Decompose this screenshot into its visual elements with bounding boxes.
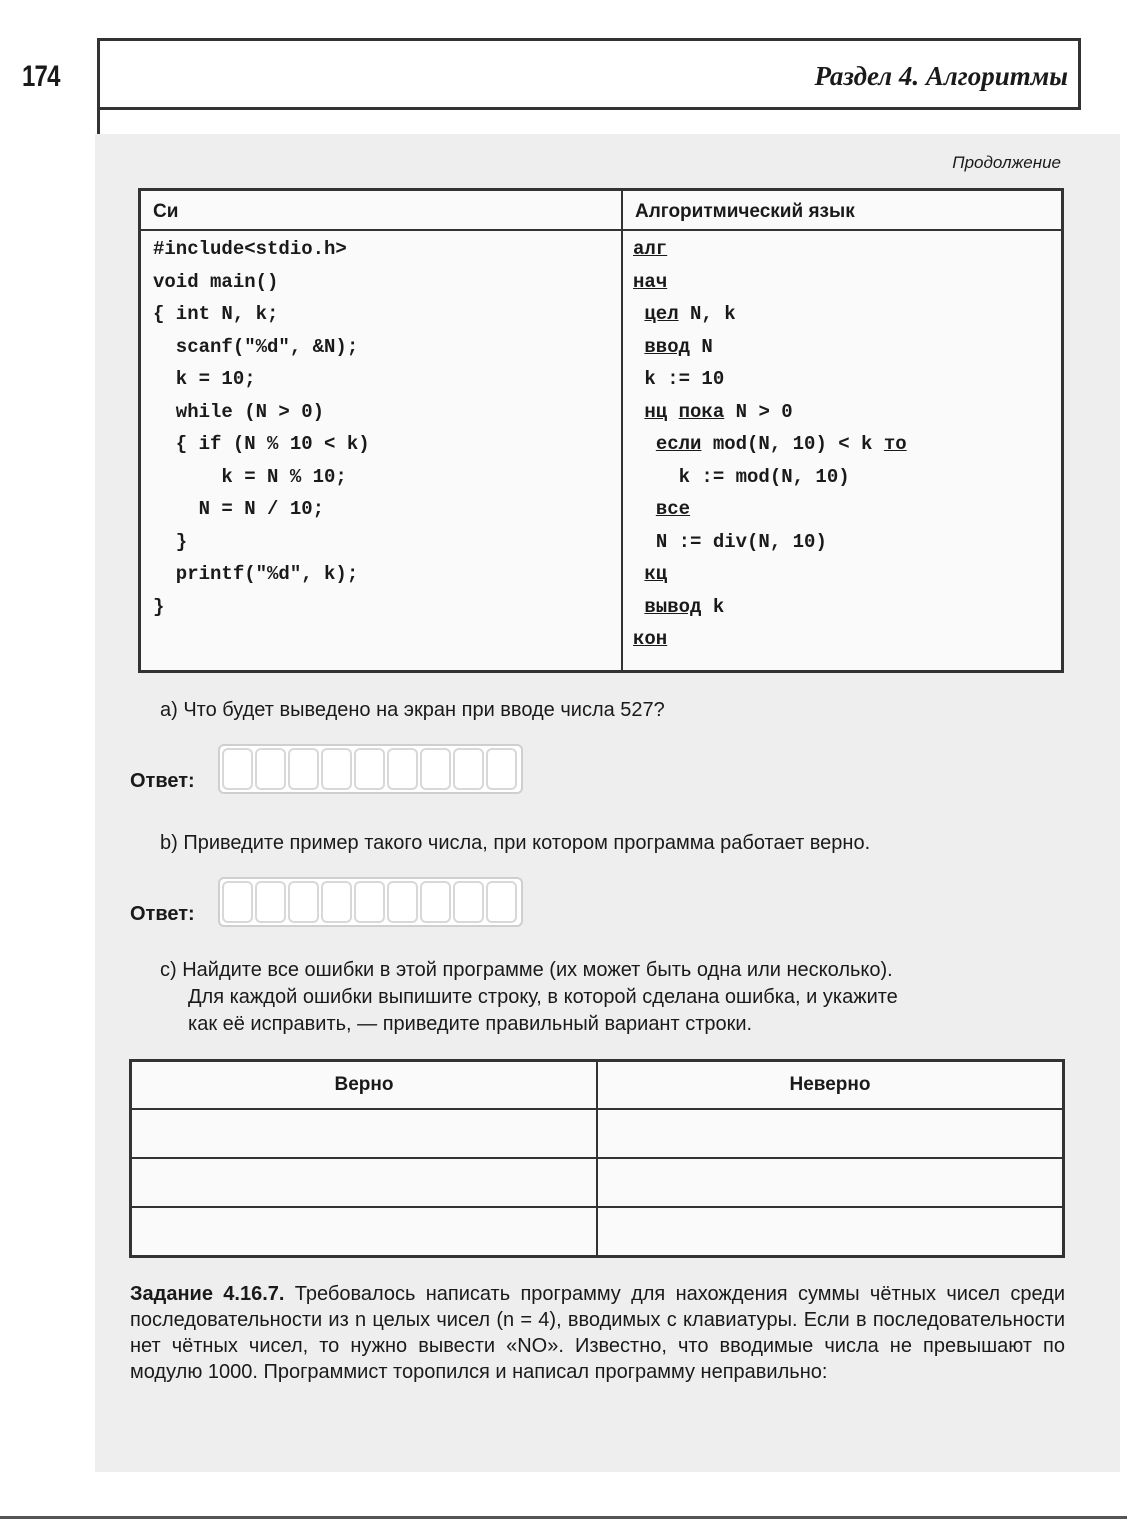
algo-keyword: алг <box>633 238 668 260</box>
answer-boxes-b[interactable] <box>218 877 523 927</box>
algo-code-line <box>633 266 907 299</box>
table-row <box>131 1207 1064 1257</box>
answer-cell[interactable] <box>222 881 253 923</box>
question-c-line1: с) Найдите все ошибки в этой программе (их может быть одна или несколько). <box>160 959 893 981</box>
task-text: Требовалось написать программу для нахождения суммы чётных чисел среди последовательности из n целых чисел (n = 4), вводимых с клавиатуры. Если в последовательности нет чётных чисел, то нужно вывести «NO». Известно, что вводимые числа не превышают по модулю 1000. Программист торопился и написал программу неправильно: <box>130 1283 1065 1383</box>
answer-cell[interactable] <box>387 748 418 790</box>
answer-cell[interactable] <box>387 881 418 923</box>
algo-code-line: цел N, k <box>644 303 736 325</box>
algo-keyword: кон <box>633 628 668 650</box>
answer-cell[interactable] <box>453 881 484 923</box>
answer-cell[interactable] <box>321 881 352 923</box>
algo-keyword: все <box>655 498 691 520</box>
c-code-block <box>153 233 370 623</box>
question-b: b) Приведите пример такого числа, при котором программа работает верно. <box>160 832 871 854</box>
answer-cell[interactable] <box>288 881 319 923</box>
question-c-line2: Для каждой ошибки выпишите строку, в которой сделана ошибка, и укажите <box>188 986 898 1008</box>
algo-code-line: N := div(N, 10) <box>655 530 827 553</box>
algo-code-line: вывод k <box>644 595 725 618</box>
error-table-header-row <box>131 1061 1064 1110</box>
c-code-line: { if (N % 10 < k) <box>153 433 370 455</box>
algo-keyword: нач <box>633 270 668 293</box>
algo-keyword: вывод <box>644 595 702 618</box>
answer-cell[interactable] <box>486 881 517 923</box>
algo-keyword: если <box>655 433 702 455</box>
algo-keyword: кц <box>644 563 668 585</box>
error-table-col-correct: Верно <box>131 1061 598 1110</box>
table-cell[interactable] <box>131 1207 598 1257</box>
algo-code-line: ввод N <box>644 335 713 358</box>
algo-code-line <box>633 623 907 656</box>
section-title: Раздел 4. Алгоритмы <box>814 61 1068 91</box>
task-title: Задание 4.16.7. <box>130 1283 285 1305</box>
algo-keyword: пока <box>678 400 725 423</box>
answer-cell[interactable] <box>222 748 253 790</box>
c-code-line: k = N % 10; <box>153 465 347 488</box>
c-code-line: } <box>153 530 188 553</box>
algo-keyword: то <box>883 433 907 455</box>
c-code-line: printf("%d", k); <box>153 563 359 585</box>
algo-code-line <box>633 233 907 266</box>
code-table <box>138 188 1064 673</box>
answer-cell[interactable] <box>255 748 286 790</box>
algo-code-line <box>633 558 907 591</box>
algo-code-line: если mod(N, 10) < k то <box>655 433 907 455</box>
answer-cell[interactable] <box>453 748 484 790</box>
bottom-rule <box>0 1516 1127 1519</box>
error-table <box>129 1059 1065 1258</box>
c-code-line: N = N / 10; <box>153 498 325 520</box>
answer-cell[interactable] <box>255 881 286 923</box>
header-box <box>97 38 1081 110</box>
algo-code-line <box>633 493 907 526</box>
answer-cell[interactable] <box>420 748 451 790</box>
answer-cell[interactable] <box>486 748 517 790</box>
table-cell[interactable] <box>131 1109 598 1158</box>
code-col1-header: Си <box>141 191 621 231</box>
algo-keyword: нц <box>644 400 668 423</box>
code-col2-header: Алгоритмический язык <box>623 191 1061 231</box>
left-rule <box>97 108 100 134</box>
c-code-line: void main() <box>153 270 279 293</box>
c-code-line: scanf("%d", &N); <box>153 335 359 358</box>
question-c-line3: как её исправить, — приведите правильный вариант строки. <box>188 1013 753 1035</box>
code-divider <box>621 191 623 670</box>
answer-label-b: Ответ: <box>130 903 195 925</box>
algo-code-line: k := 10 <box>644 368 725 390</box>
algo-code-line: нц пока N > 0 <box>644 400 793 423</box>
algo-keyword: цел <box>644 303 679 325</box>
c-code-line: #include<stdio.h> <box>153 238 347 260</box>
table-cell[interactable] <box>597 1207 1064 1257</box>
table-row <box>131 1158 1064 1207</box>
table-cell[interactable] <box>597 1109 1064 1158</box>
answer-cell[interactable] <box>288 748 319 790</box>
c-code-line: k = 10; <box>153 368 256 390</box>
table-cell[interactable] <box>597 1158 1064 1207</box>
question-a: а) Что будет выведено на экран при вводе числа 527? <box>160 699 665 721</box>
task-paragraph <box>130 1281 1065 1385</box>
continuation-label: Продолжение <box>952 153 1061 172</box>
algo-code-line: k := mod(N, 10) <box>678 465 850 488</box>
answer-cell[interactable] <box>354 748 385 790</box>
table-row <box>131 1109 1064 1158</box>
answer-cell[interactable] <box>420 881 451 923</box>
algo-code-block <box>633 233 907 656</box>
c-code-line: } <box>153 595 165 618</box>
answer-boxes-a[interactable] <box>218 744 523 794</box>
page-number: 174 <box>22 60 60 93</box>
answer-cell[interactable] <box>321 748 352 790</box>
table-cell[interactable] <box>131 1158 598 1207</box>
answer-cell[interactable] <box>354 881 385 923</box>
error-table-col-incorrect: Неверно <box>597 1061 1064 1110</box>
answer-label-a: Ответ: <box>130 770 195 792</box>
algo-keyword: ввод <box>644 335 691 358</box>
c-code-line: while (N > 0) <box>153 400 325 423</box>
c-code-line: { int N, k; <box>153 303 279 325</box>
